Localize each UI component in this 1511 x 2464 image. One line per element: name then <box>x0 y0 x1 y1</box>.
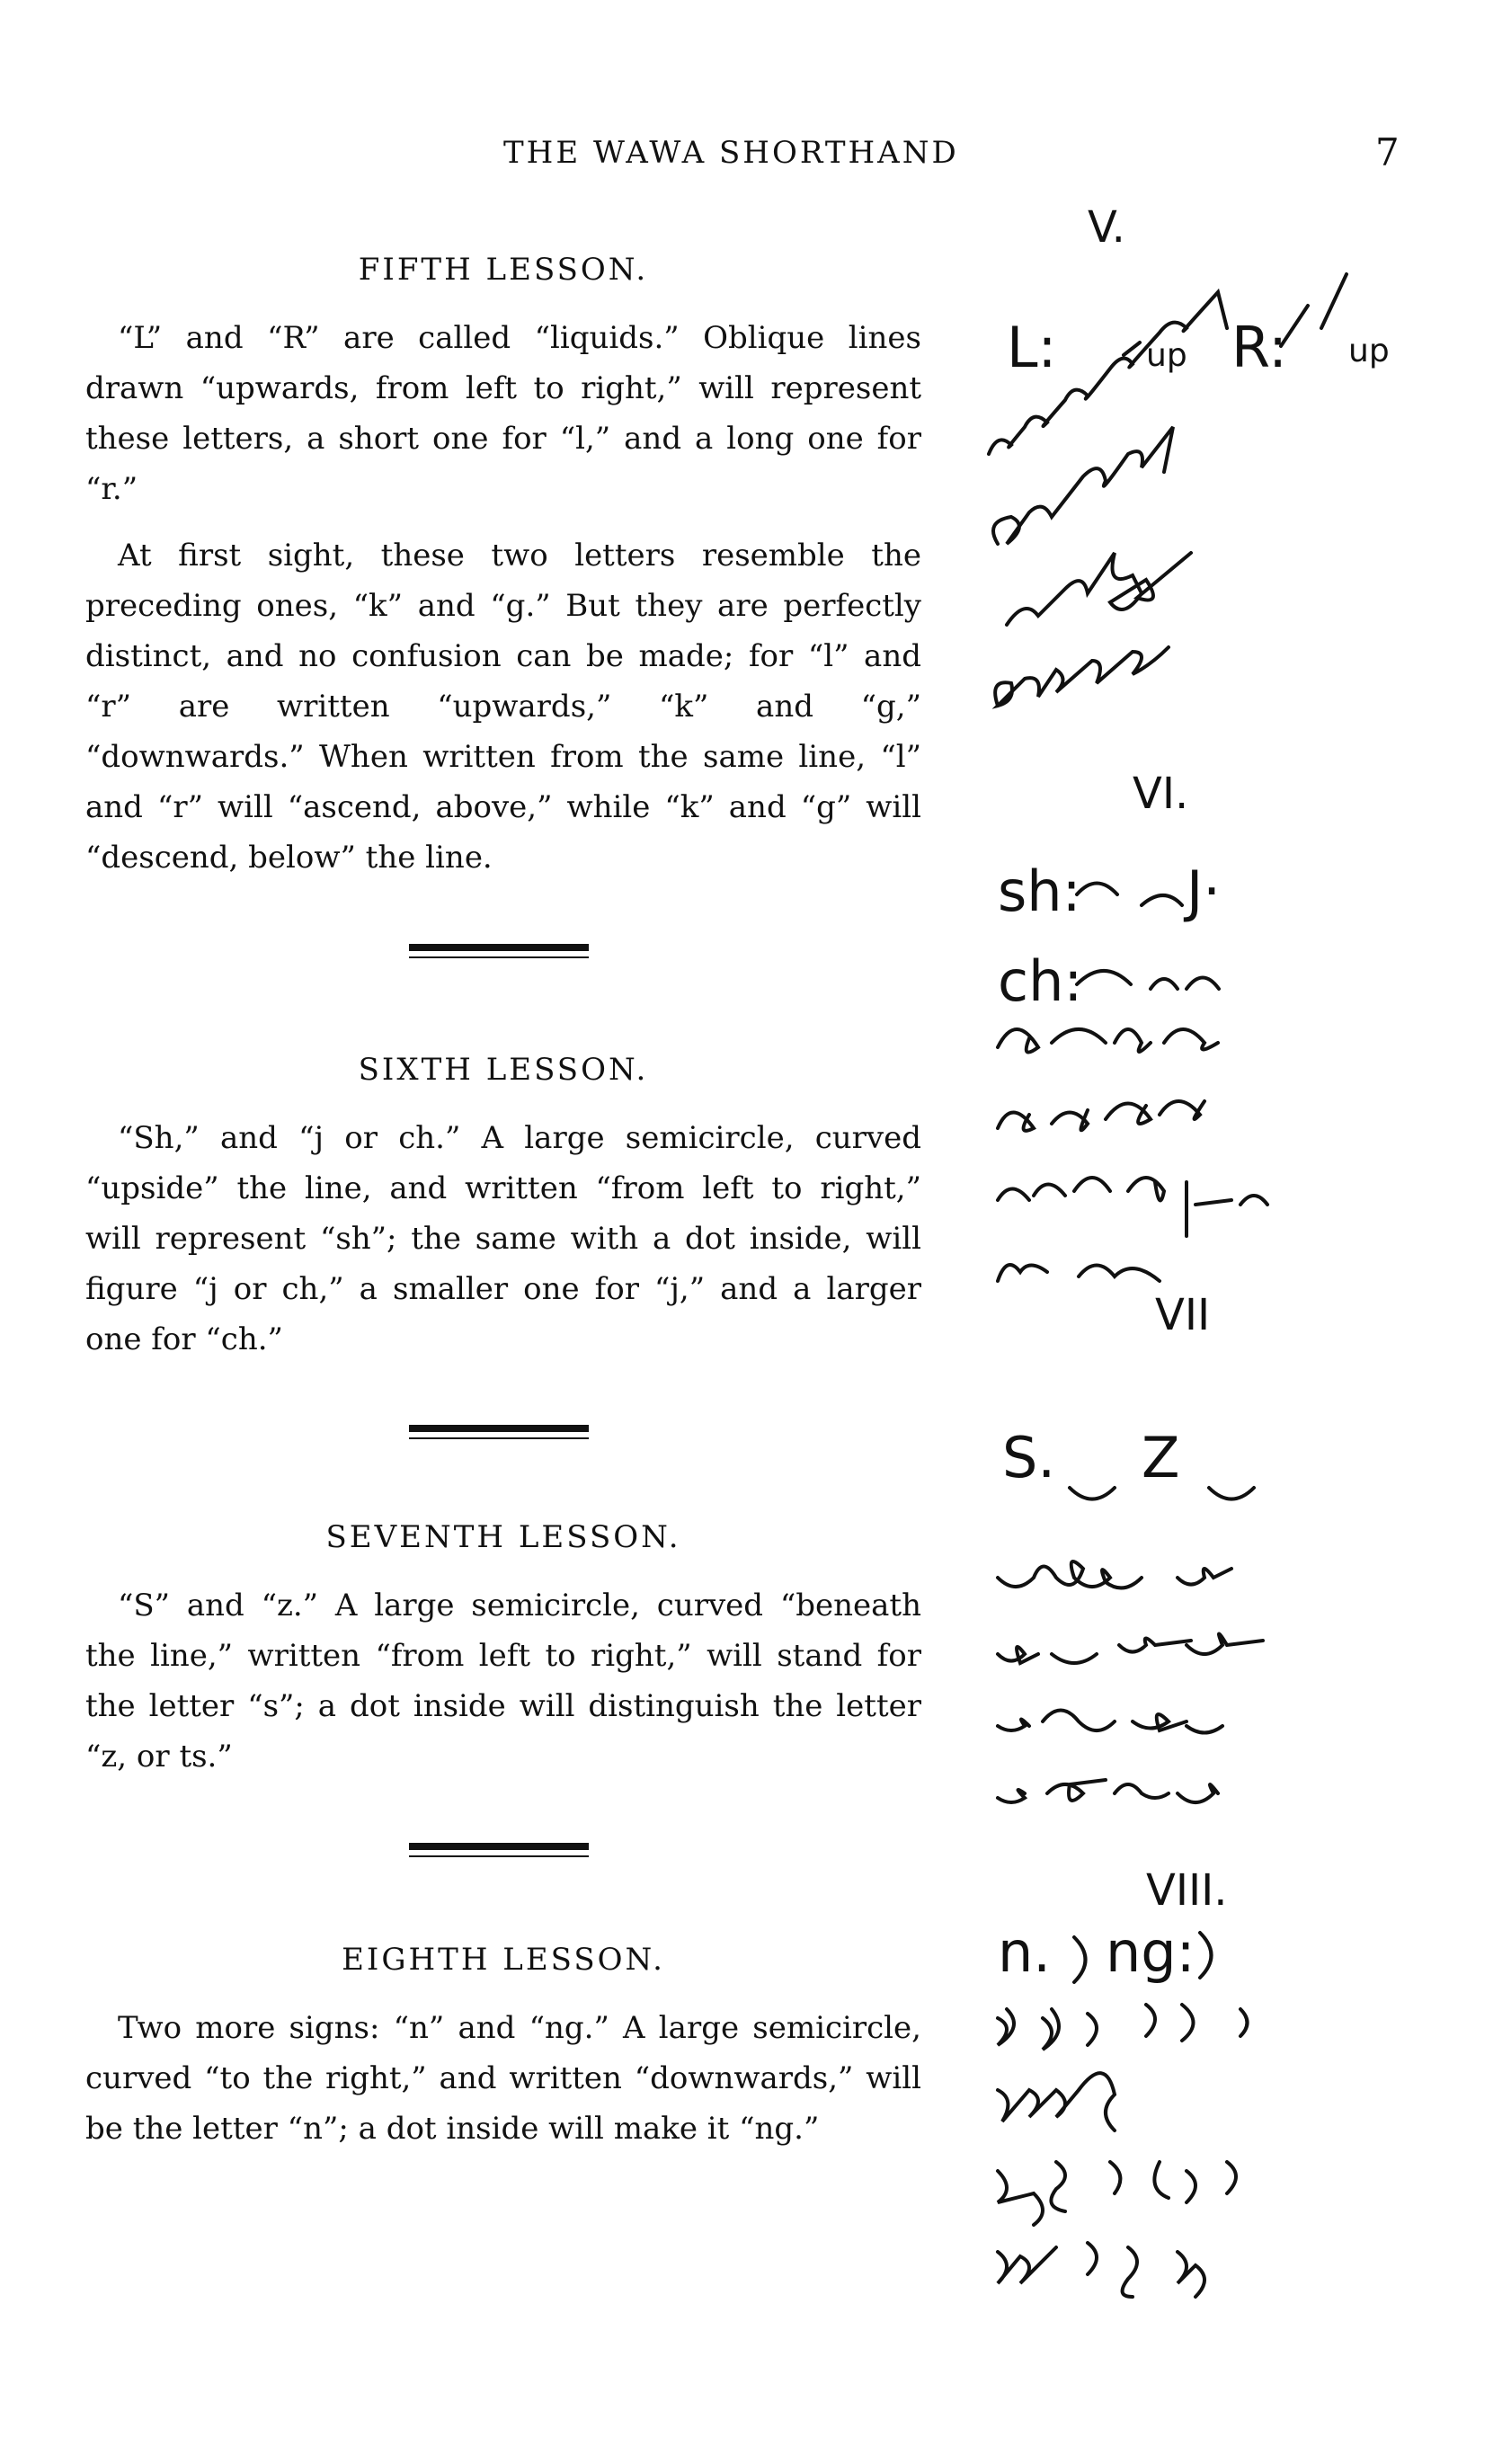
fifth-lesson <box>85 252 921 883</box>
eighth-lesson <box>85 1942 921 2154</box>
section-divider <box>409 944 589 958</box>
running-title: THE WAWA SHORTHAND <box>503 135 959 171</box>
plate-vi-numeral: VI. <box>1133 769 1189 819</box>
plate-vii-key-s: S. <box>1002 1425 1056 1490</box>
plate-viii-key-n: n. <box>998 1919 1052 1985</box>
plate-vi-key-sh: sh: <box>998 858 1081 924</box>
lesson-paragraph: “Sh,” and “j or ch.” A large semicircle, curved “upside” the line, and written “from left to right,” will represent “sh”; the same with a dot inside, will figure “j or ch,” a smaller one for “j,” and a larger one for “ch.” <box>85 1120 921 1357</box>
plate-v-numeral: V. <box>1088 202 1125 253</box>
lesson-title: EIGHTH LESSON. <box>342 1942 665 1978</box>
plate-vi-key-j: J· <box>1187 858 1221 924</box>
plate-viii-key-ng: ng: <box>1106 1919 1195 1985</box>
plate-v-up-label: up <box>1348 333 1390 369</box>
shorthand-plates <box>971 202 1456 2369</box>
lesson-title: SIXTH LESSON. <box>358 1052 649 1088</box>
lesson-paragraph: “L” and “R” are called “liquids.” Oblique lines drawn “upwards, from left to right,” will represent these letters, a short one for “l,” and a long one for “r.” <box>85 320 921 507</box>
plate-viii-numeral: VIII. <box>1146 1865 1228 1916</box>
plate-v-key-r: R: <box>1231 315 1288 380</box>
lesson-title: SEVENTH LESSON. <box>325 1519 681 1555</box>
lesson-paragraph: At first sight, these two letters resemble the preceding ones, “k” and “g.” But they are perfectly distinct, and no confusion can be made; for “l” and “r” are written “upwards,” “k” and “g,” “downwards.” When written from the same line, “l” and “r” will “ascend, above,” while “k” and “g” will “descend, below” the line. <box>85 538 921 876</box>
lesson-paragraph: Two more signs: “n” and “ng.” A large semicircle, curved “to the right,” and written “downwards,” will be the letter “n”; a dot inside will make it “ng.” <box>85 2010 921 2147</box>
section-divider <box>409 1843 589 1857</box>
plate-v-up-label: up <box>1146 337 1187 374</box>
lesson-paragraph: “S” and “z.” A large semicircle, curved “beneath the line,” written “from left to right,” will stand for the letter “s”; a dot inside will distinguish the letter “z, or ts.” <box>85 1588 921 1775</box>
plate-vii-numeral: VII <box>1155 1290 1211 1340</box>
plate-vii-key-z: Z <box>1142 1425 1180 1490</box>
seventh-lesson <box>85 1519 921 1782</box>
handwritten-strokes <box>971 229 1456 2369</box>
sixth-lesson <box>85 1052 921 1365</box>
section-divider <box>409 1425 589 1439</box>
plate-v-key-l: L: <box>1007 315 1057 380</box>
lesson-title: FIFTH LESSON. <box>358 252 649 288</box>
page-number: 7 <box>1375 130 1400 174</box>
plate-vi-key-ch: ch: <box>998 948 1083 1014</box>
